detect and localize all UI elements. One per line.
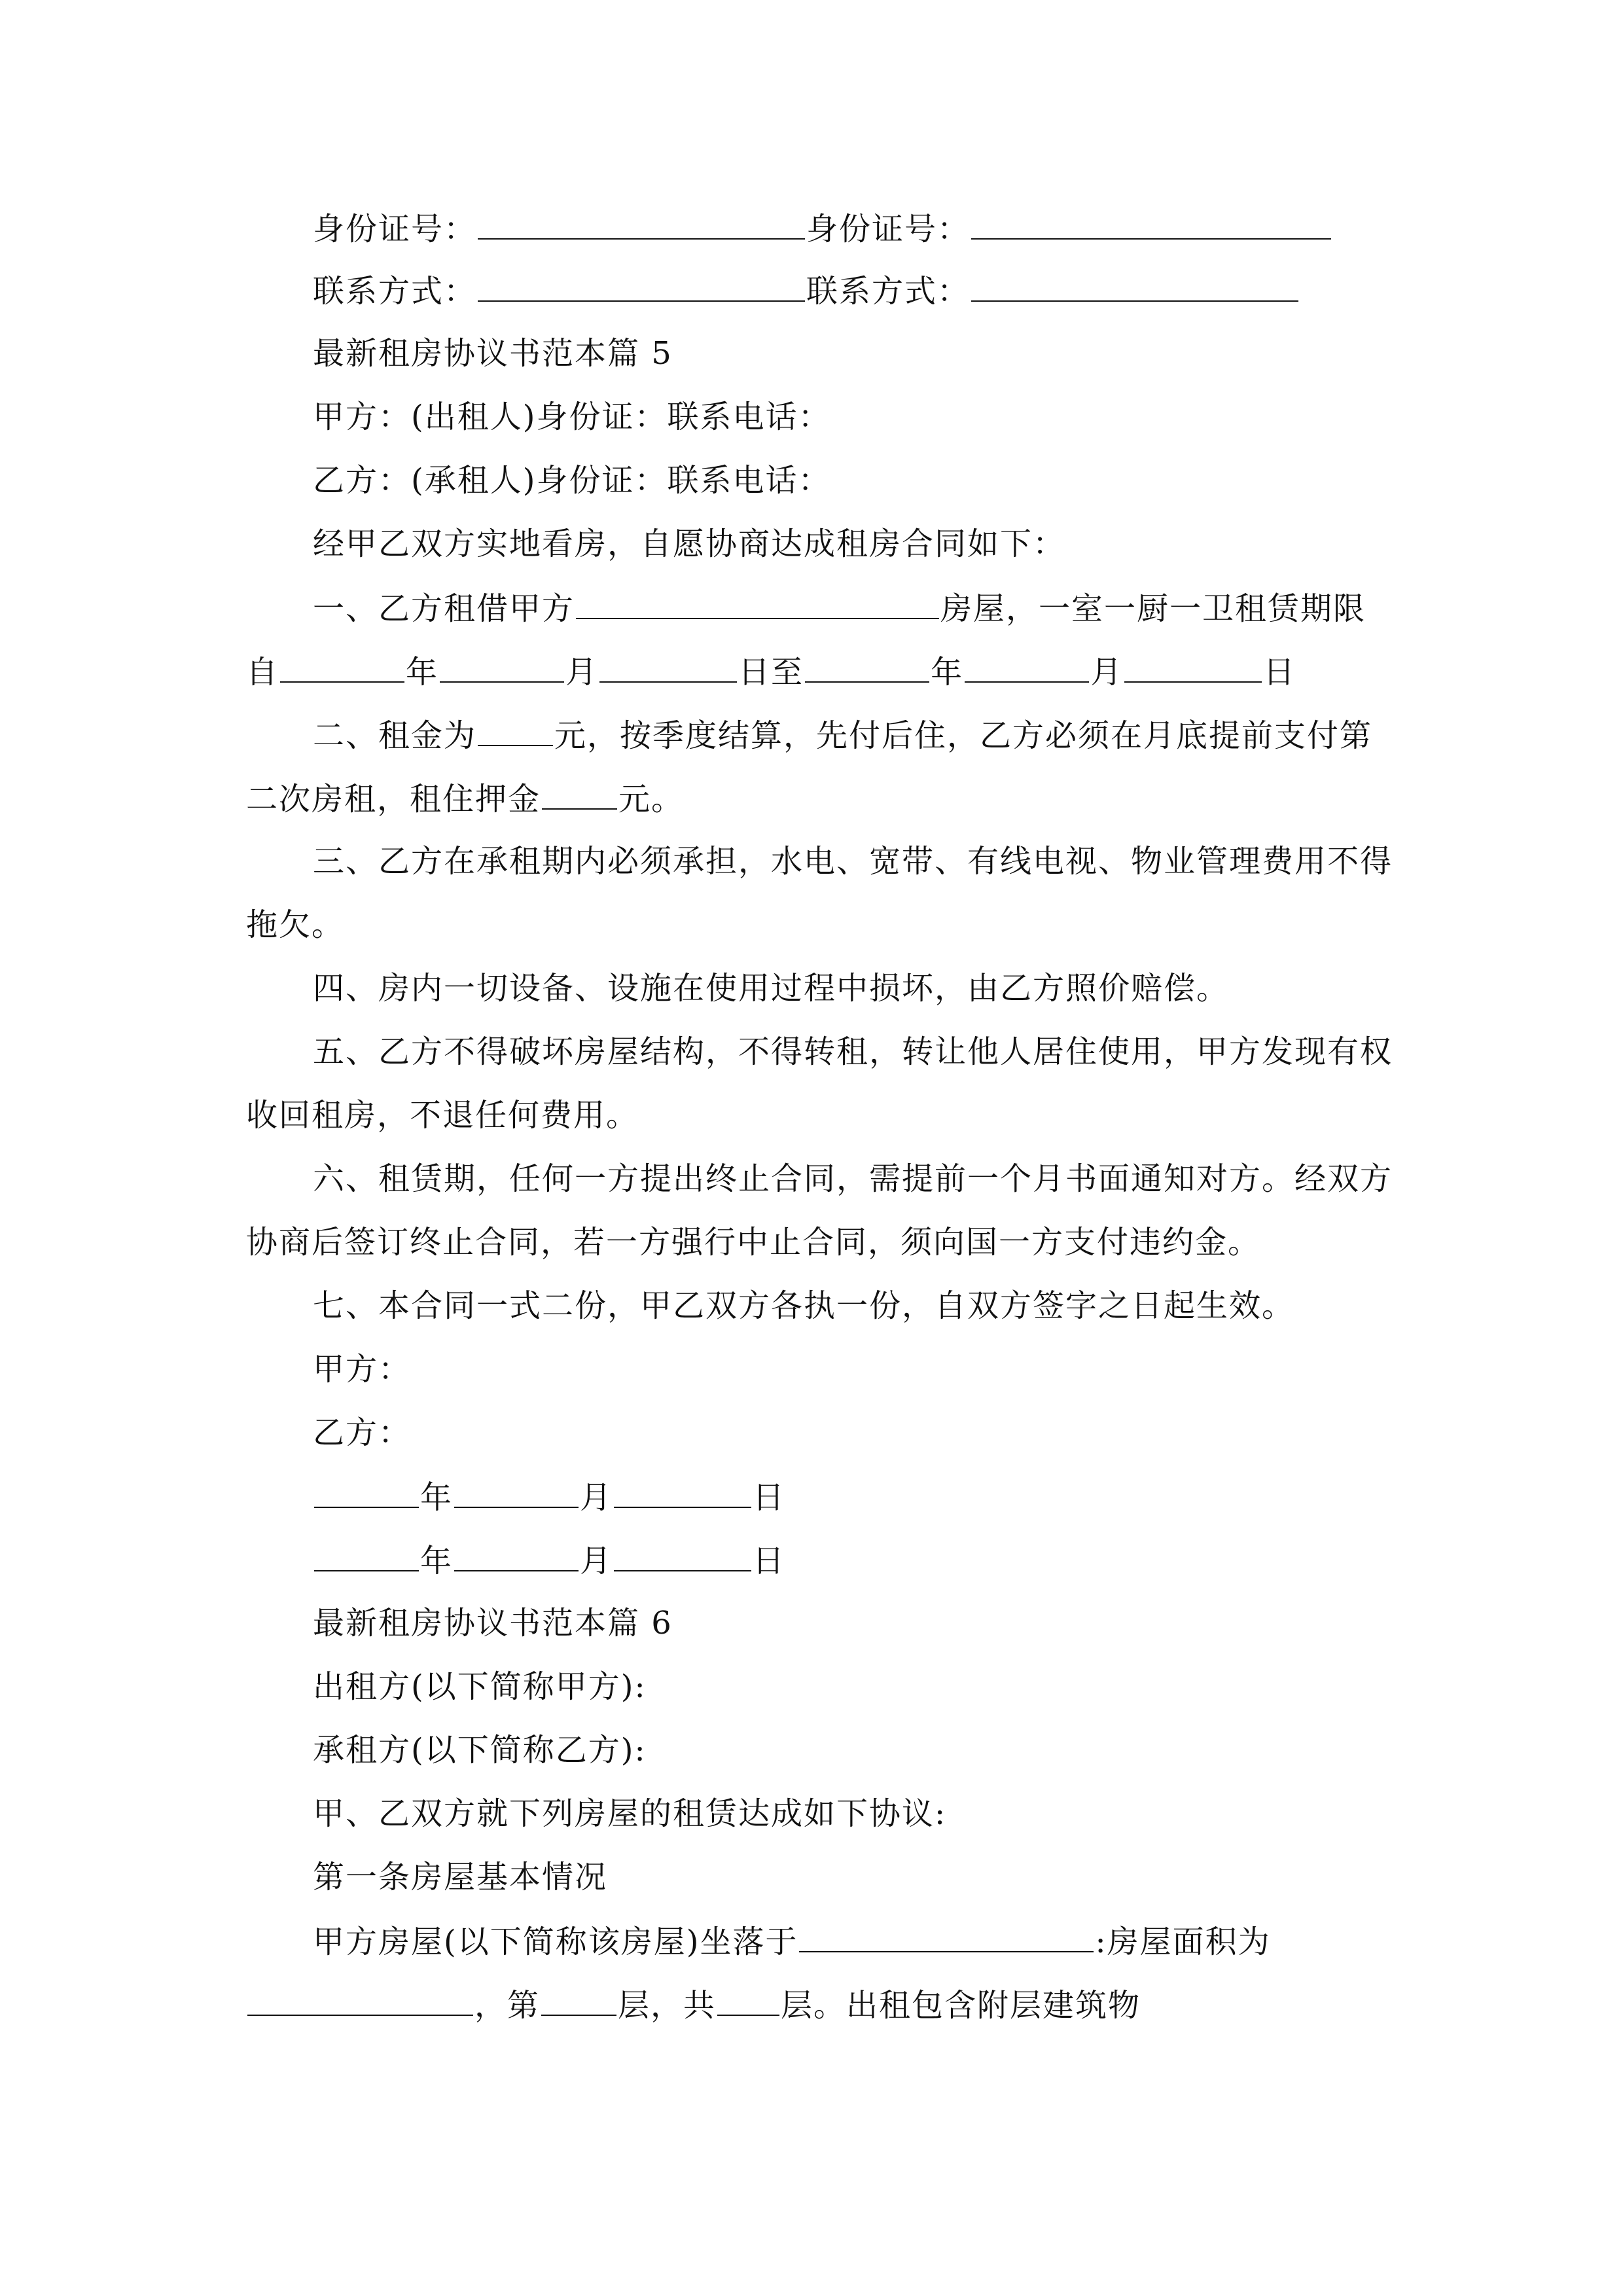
end-year-blank [805,651,929,683]
sign-year-blank [314,1477,419,1508]
total-floors-blank [717,1984,779,2016]
clause-2-cont: 二次房租，租住押金 [246,781,541,817]
location-suffix: :房屋面积为 [1095,1924,1271,1960]
section5-title: 最新租房协议书范本篇 5 [313,335,673,372]
day-label: 日 [1263,654,1296,691]
day-label: 日 [753,1543,786,1579]
clause-1-line2 [246,651,1296,692]
day-to-label: 日至 [738,654,804,691]
clause-2-middle: 元，按季度结算，先付后住，乙方必须在月底提前支付第 [554,717,1373,754]
clause-6-line2: 协商后签订终止合同，若一方强行中止合同，须向国一方支付违约金。 [246,1224,1261,1261]
sign-date-line-2 [313,1540,785,1581]
clause-2-prefix: 二、租金为 [313,717,477,754]
id-number-line [313,208,1332,249]
contact-blank-right [971,270,1298,302]
deposit-blank [542,778,617,810]
lessor-line: 出租方(以下简称甲方): [313,1668,647,1705]
article-1-title: 第一条房屋基本情况 [313,1859,608,1895]
signature-party-a: 甲方： [313,1351,412,1388]
clause-1-prefix: 一、乙方租借甲方 [313,590,575,627]
area-floor-line [246,1984,1141,2025]
party-b-line: 乙方：(承租人)身份证：联系电话： [313,462,831,499]
floor-prefix: ，第 [474,1987,541,2024]
clause-1-line1 [313,588,1366,628]
rent-amount-blank [478,715,553,746]
signature-party-b: 乙方： [313,1414,412,1451]
year-label: 年 [406,654,439,691]
contact-line [313,270,1300,311]
clause-2-end: 元。 [618,781,685,817]
month-label: 月 [580,1543,613,1579]
clause-1-suffix: 房屋，一室一厨一卫租赁期限 [940,590,1366,627]
location-prefix: 甲方房屋(以下简称该房屋)坐落于 [313,1924,798,1960]
area-blank [247,1984,473,2016]
contact-blank-left [478,270,805,302]
location-line [313,1921,1271,1962]
sign-date-line-1 [313,1477,785,1517]
from-label: 自 [246,654,279,691]
year-label: 年 [931,654,964,691]
sign-month-blank [454,1477,579,1508]
clause-2-line1 [313,715,1372,755]
id-blank-right [971,208,1331,240]
start-day-blank [599,651,737,683]
lessee-line: 承租方(以下简称乙方): [313,1732,647,1768]
sign-day-blank [614,1540,751,1571]
section6-intro: 甲、乙双方就下列房屋的租赁达成如下协议: [313,1795,947,1832]
end-month-blank [965,651,1089,683]
clause-4: 四、房内一切设备、设施在使用过程中损坏，由乙方照价赔偿。 [313,970,1230,1007]
end-day-blank [1124,651,1262,683]
clause-5-line1: 五、乙方不得破坏房屋结构，不得转租，转让他人居住使用，甲方发现有权 [313,1033,1393,1070]
floor-middle: 层，共 [618,1987,717,2024]
year-label: 年 [420,1479,454,1516]
contact-label-right: 联系方式： [806,273,971,310]
clause-5-line2: 收回租房，不退任何费用。 [246,1097,639,1134]
clause-6-line1: 六、租赁期，任何一方提出终止合同，需提前一个月书面通知对方。经双方 [313,1160,1393,1197]
day-label: 日 [753,1479,786,1516]
sign-year-blank [314,1540,419,1571]
sign-day-blank [614,1477,751,1508]
id-blank-left [478,208,805,240]
floor-suffix: 层。出租包含附层建筑物 [781,1987,1141,2024]
clause-2-line2 [246,778,684,819]
month-label: 月 [565,654,599,691]
clause-7: 七、本合同一式二份，甲乙双方各执一份，自双方签字之日起生效。 [313,1287,1295,1324]
month-label: 月 [580,1479,613,1516]
id-label-left: 身份证号： [313,211,477,247]
contact-label-left: 联系方式： [313,273,477,310]
start-month-blank [440,651,564,683]
clause-3-line1: 三、乙方在承租期内必须承担，水电、宽带、有线电视、物业管理费用不得 [313,843,1393,880]
house-address-blank [576,588,939,619]
start-year-blank [280,651,404,683]
id-label-right: 身份证号： [806,211,971,247]
party-a-line: 甲方：(出租人)身份证：联系电话： [313,399,831,435]
location-blank [799,1921,1094,1952]
section5-intro: 经甲乙双方实地看房，自愿协商达成租房合同如下： [313,526,1066,562]
clause-3-line2: 拖欠。 [246,906,345,943]
month-label: 月 [1090,654,1124,691]
year-label: 年 [420,1543,454,1579]
sign-month-blank [454,1540,579,1571]
floor-blank [541,1984,616,2016]
section6-title: 最新租房协议书范本篇 6 [313,1605,673,1641]
